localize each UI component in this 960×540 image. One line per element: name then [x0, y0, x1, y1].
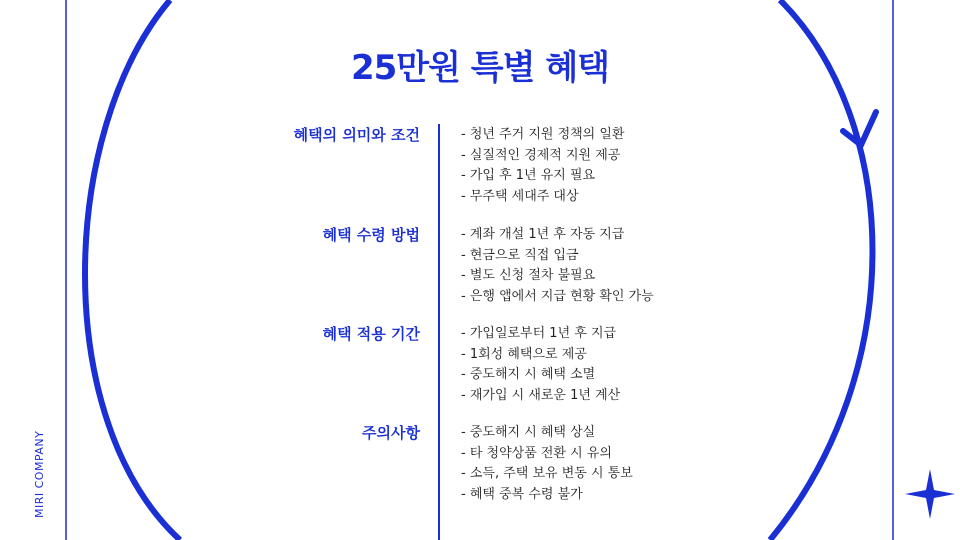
item-list	[461, 423, 633, 505]
list-item: - 별도 신청 절차 불필요	[461, 268, 596, 283]
list-item: - 1회성 혜택으로 제공	[461, 346, 587, 362]
item-list	[461, 125, 625, 207]
list-item: - 중도해지 시 혜택 상실	[461, 425, 596, 440]
item-list	[461, 324, 620, 406]
list-item: - 가입일로부터 1년 후 지급	[461, 326, 617, 341]
list-item: - 타 청약상품 전환 시 유의	[461, 445, 612, 461]
brand-label: MIRI COMPANY	[33, 430, 46, 518]
list-item: - 무주택 세대주 대상	[461, 188, 579, 204]
section-title: 주의사항	[362, 424, 420, 442]
list-item: - 중도해지 시 혜택 소멸	[461, 367, 596, 382]
section-title: 혜택 수령 방법	[322, 226, 420, 244]
list-item: - 혜택 중복 수령 불가	[461, 486, 583, 502]
list-item: - 가입 후 1년 유지 필요	[461, 168, 596, 183]
list-item: - 소득, 주택 보유 변동 시 통보	[461, 466, 633, 481]
list-item: - 청년 주거 지원 정책의 일환	[461, 127, 625, 142]
item-list	[461, 225, 654, 307]
section-title: 혜택의 의미와 조건	[293, 126, 420, 144]
list-item: - 재가입 시 새로운 1년 계산	[461, 387, 621, 403]
divider-line	[438, 124, 440, 540]
page-title: 25만원 특별 혜택	[350, 48, 610, 88]
list-item: - 은행 앱에서 지급 현황 확인 가능	[461, 288, 654, 304]
list-item: - 실질적인 경제적 지원 제공	[461, 147, 621, 163]
list-item: - 현금으로 직접 입금	[461, 247, 579, 263]
list-item: - 계좌 개설 1년 후 자동 지급	[461, 227, 625, 242]
section-title: 혜택 적용 기간	[322, 325, 420, 343]
sparkle-star-icon	[905, 469, 955, 519]
